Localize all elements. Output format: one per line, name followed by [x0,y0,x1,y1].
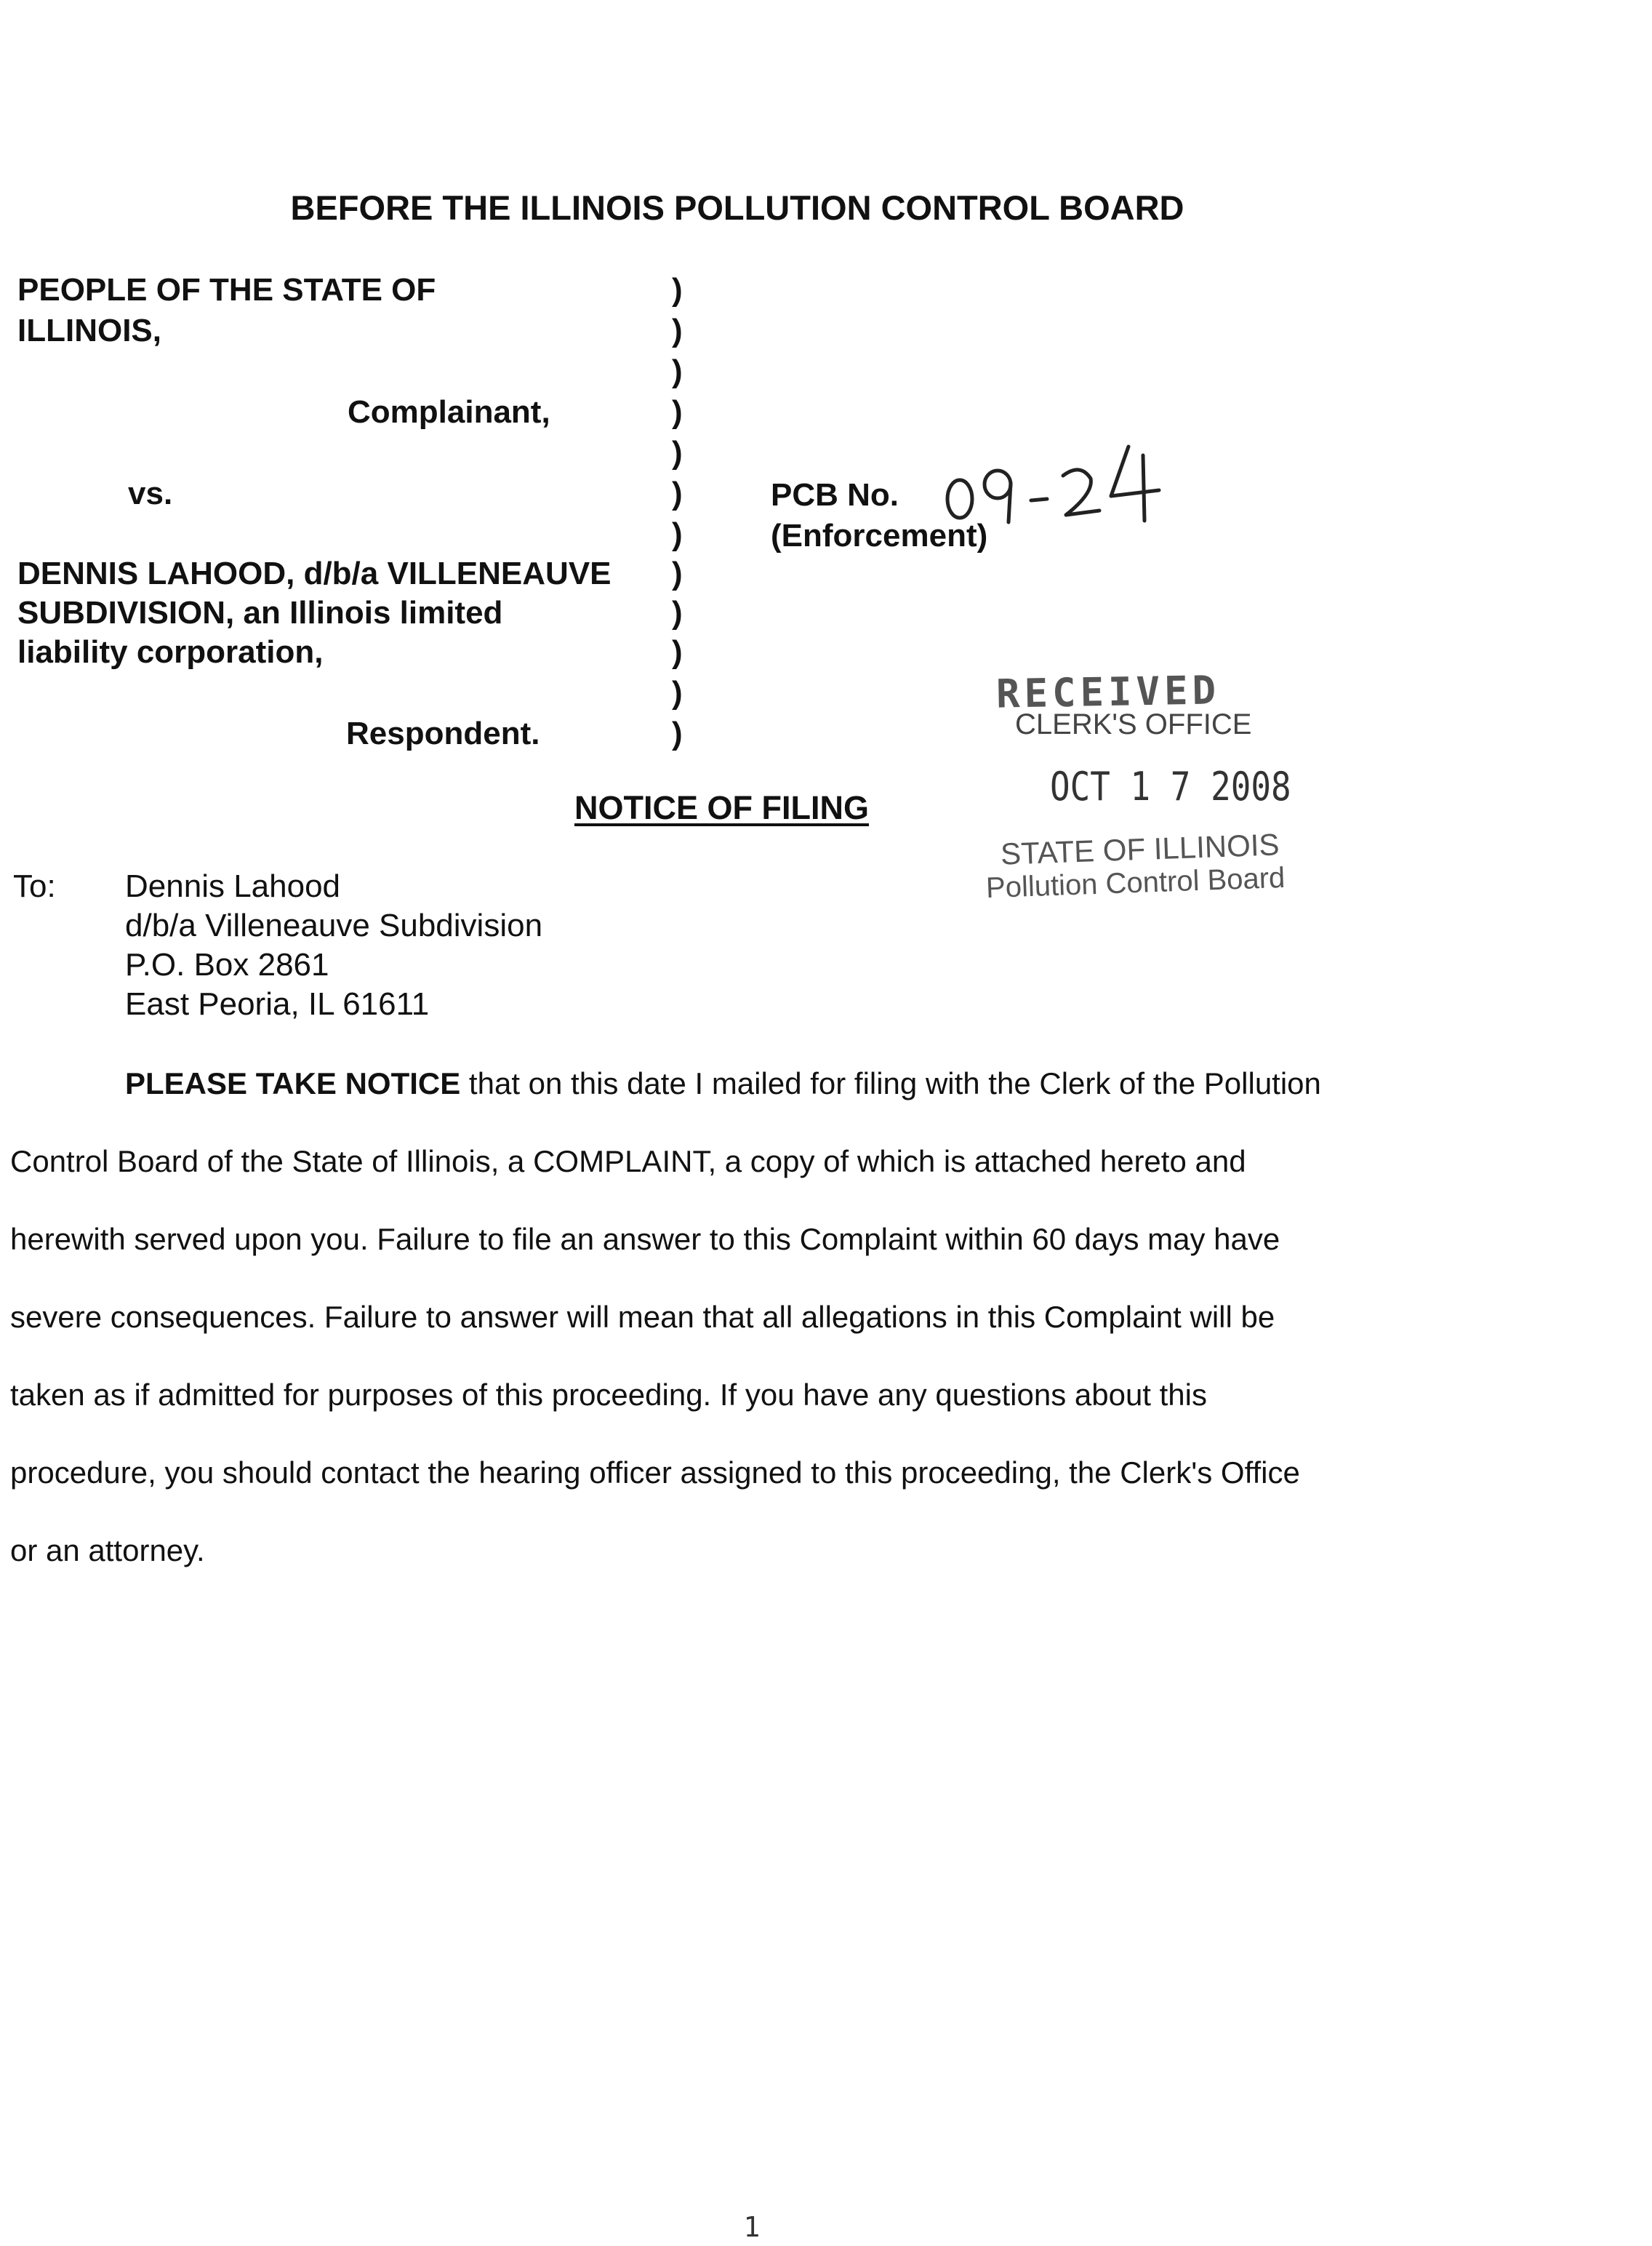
stamp-clerks-office: CLERK'S OFFICE [1015,708,1252,740]
caption-paren: ) [672,716,683,751]
notice-of-filing-heading: NOTICE OF FILING [574,789,869,826]
respondent-line-1: DENNIS LAHOOD, d/b/a VILLENEAUVE [17,556,612,591]
document-title: BEFORE THE ILLINOIS POLLUTION CONTROL BOARD [290,188,1184,227]
enforcement-label: (Enforcement) [771,518,988,553]
body-line-2: Control Board of the State of Illinois, a COMPLAINT, a copy of which is attached hereto and [10,1144,1246,1178]
caption-paren: ) [672,634,683,670]
body-line-3: herewith served upon you. Failure to file an answer to this Complaint within 60 days may have [10,1222,1280,1256]
caption-paren: ) [672,675,683,711]
pcb-number-handwritten [938,424,1185,528]
stamp-received: RECEIVED [995,667,1221,717]
respondent-line-2: SUBDIVISION, an Illinois limited [17,595,503,631]
to-label: To: [13,868,56,904]
svg-text:09-24: 09-24 [938,424,968,436]
respondent-role: Respondent. [346,716,540,751]
caption-paren: ) [672,556,683,591]
caption-paren: ) [672,476,683,511]
stamp-date: OCT 1 7 2008 [1050,764,1291,810]
caption-paren: ) [672,353,683,389]
caption-paren: ) [672,272,683,308]
complainant-role: Complainant, [348,394,550,430]
stamp-state: STATE OF ILLINOIS [1000,827,1280,871]
addressee-line-3: P.O. Box 2861 [125,947,329,983]
received-stamp [974,662,1382,924]
caption-paren: ) [672,313,683,348]
pcb-number-label: PCB No. [771,477,899,513]
please-take-notice: PLEASE TAKE NOTICE [125,1066,461,1100]
body-line-7: or an attorney. [10,1533,205,1567]
complainant-line-1: PEOPLE OF THE STATE OF [17,272,436,308]
addressee-line-2: d/b/a Villeneauve Subdivision [125,908,543,943]
body-line-6: procedure, you should contact the hearing officer assigned to this proceeding, the Clerk's Office [10,1455,1300,1490]
caption-paren: ) [672,394,683,430]
respondent-line-3: liability corporation, [17,634,324,670]
versus-label: vs. [128,476,173,511]
addressee-line-1: Dennis Lahood [125,868,341,904]
caption-paren: ) [672,595,683,631]
caption-paren: ) [672,435,683,471]
body-line-5: taken as if admitted for purposes of this proceeding. If you have any questions about this [10,1378,1207,1412]
body-line-4: severe consequences. Failure to answer will mean that all allegations in this Complaint will be [10,1300,1275,1334]
stamp-board: Pollution Control Board [985,861,1286,905]
page-number: 1 [743,2211,761,2243]
body-line-1 [125,1066,1321,1101]
body-line-1-rest: that on this date I mailed for filing with the Clerk of the Pollution [460,1066,1321,1100]
addressee-line-4: East Peoria, IL 61611 [125,986,430,1022]
complainant-line-2: ILLINOIS, [17,313,161,348]
caption-paren: ) [672,516,683,552]
